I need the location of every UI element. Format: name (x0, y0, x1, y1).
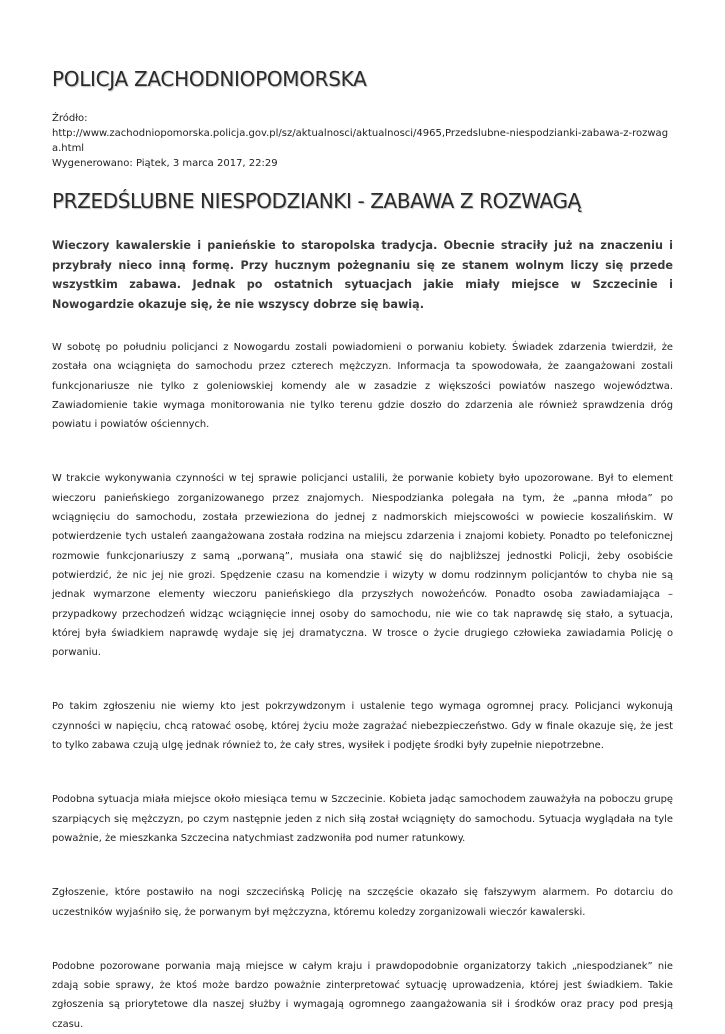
article-paragraph: W sobotę po południu policjanci z Nowogardu zostali powiadomieni o porwaniu kobiety. Świadek zdarzenia twierdził, że została ona wciągnięta do samochodu przez czterech mężczyzn. Informacja ta spowodowała, że zaangażowani zostali funkcjonariusze nie tylko z goleniowskiej komendy ale w zasadzie z większości powiatów naszego województwa. Zawiadomienie takie wymaga monitorowania nie tylko terenu gdzie doszło do zdarzenia ale również sprawdzenia dróg powiatu i powiatów ościennych. (52, 342, 673, 431)
article-paragraph: Podobna sytuacja miała miejsce około miesiąca temu w Szczecinie. Kobieta jadąc samochodem zauważyła na poboczu grupę szarpiących się mężczyzn, po czym następnie jeden z nich siłą został wciągnięty do samochodu. Sytuacja wyglądała na tyle poważnie, że mieszkanka Szczecina natychmiast zadzwoniła pod numer ratunkowy. (52, 794, 673, 844)
source-label: Źródło: (52, 113, 88, 124)
article-lead: Wieczory kawalerskie i panieńskie to staropolska tradycja. Obecnie straciły już na znaczeniu i przybrały nieco inną formę. Przy hucznym pożegnaniu się ze stanem wolnym liczy się przede wszystkim zabawa. Jednak po ostatnich sytuacjach jakie miały miejsce w Szczecinie i Nowogardzie okazuje się, że nie wszyscy dobrze się bawią. (52, 239, 673, 311)
article-paragraph: Po takim zgłoszeniu nie wiemy kto jest pokrzywdzonym i ustalenie tego wymaga ogromnej pracy. Policjanci wykonują czynności w napięciu, chcą ratować osobę, której życiu może zagrażać niebezpieczeństwo. Gdy w finale okazuje się, że jest to tylko zabawa czują ulgę jednak również to, że cały stres, wysiłek i podjęte środki były zupełnie niepotrzebne. (52, 701, 673, 752)
article-paragraph: Zgłoszenie, które postawiło na nogi szczecińską Policję na szczęście okazało się fałszywym alarmem. Po dotarciu do uczestników wyjaśniło się, że porwanym był mężczyzna, któremu koledzy zorganizowali wieczór kawalerski. (52, 887, 673, 918)
source-meta (52, 111, 673, 171)
article-title: PRZEDŚLUBNE NIESPODZIANKI - ZABAWA Z ROZWAGĄ (52, 189, 581, 213)
article-paragraph: W trakcie wykonywania czynności w tej sprawie policjanci ustalili, że porwanie kobiety było upozorowane. Był to element wieczoru panieńskiego zorganizowanego przez znajomych. Niespodzianka polegała na tym, że „panna młoda” po wciągnięciu do samochodu, została przewieziona do jednej z nadmorskich miejscowości w powiecie koszalińskim. W potwierdzenie tych ustaleń zaangażowana została rodzina na miejscu zdarzenia i znajomi kobiety. Ponadto po telefonicznej rozmowie funkcjonariuszy z samą „porwaną”, musiała ona stawić się do najbliższej jednostki Policji, żeby osobiście potwierdzić, że nic jej nie grozi. Spędzenie czasu na komendzie i wizyty w domu rodzinnym policjantów to chyba nie są jednak wymarzone elementy wieczoru panieńskiego dla przyszłych nowożeńców. Ponadto osoba zawiadamiająca – przypadkowy przechodzeń widząc wciągnięcie innej osoby do samochodu, nie wie co tak naprawdę się stało, a sytuacja, której była świadkiem naprawdę wydaje się jej dramatyczna. W trosce o życie drugiego człowieka zawiadamia Policję o porwaniu. (52, 473, 673, 659)
source-url: http://www.zachodniopomorska.policja.gov.pl/sz/aktualnosci/aktualnosci/4965,Przedslubne-niespodzianki-zabawa-z-rozwaga.html (52, 128, 669, 154)
site-title: POLICJA ZACHODNIOPOMORSKA (52, 67, 367, 91)
article-paragraph: Podobne pozorowane porwania mają miejsce w całym kraju i prawdopodobnie organizatorzy takich „niespodzianek” nie zdają sobie sprawy, że ktoś może bardzo poważnie zinterpretować sytuację uprowadzenia, której jest świadkiem. Takie zgłoszenia są priorytetowe dla naszej służby i wymagają ogromnego zaangażowania sił i środków oraz pracy pod presją czasu. (52, 960, 673, 1030)
generated-date: Wygenerowano: Piątek, 3 marca 2017, 22:29 (52, 158, 278, 169)
